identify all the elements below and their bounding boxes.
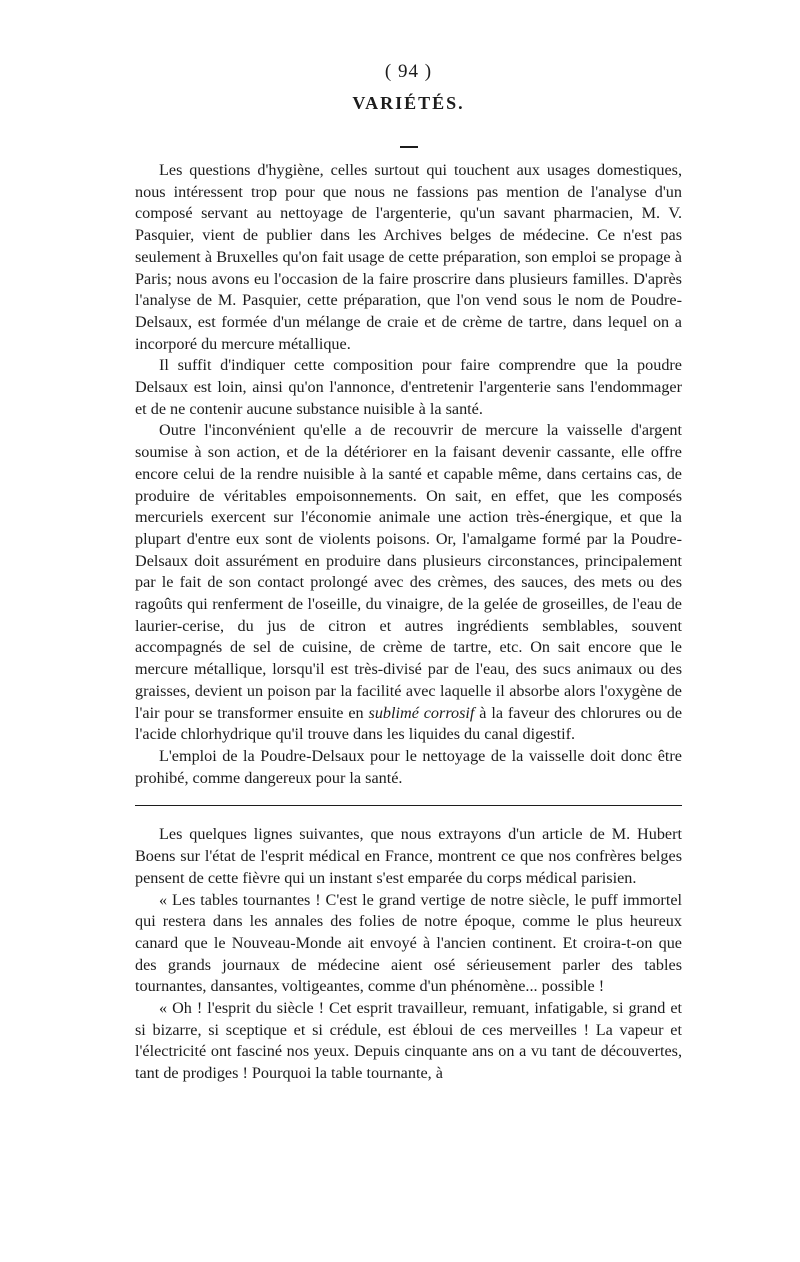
paragraph: L'emploi de la Poudre-Delsaux pour le nettoyage de la vaisselle doit donc être prohibé, comme dangereux pour la santé. (135, 746, 682, 787)
page-number: ( 94 ) (384, 61, 433, 82)
section-title: VARIÉTÉS. (352, 93, 465, 113)
paragraph: « Oh ! l'esprit du siècle ! Cet esprit travailleur, remuant, infatigable, si grand et si bizarre, si sceptique et si crédule, est ébloui de ces merveilles ! La vapeur et l'électricité ont fasciné nos yeux. Depuis cinquante ans on a vu tant de découvertes, tant de prodiges ! Pourquoi la table tournante, à (135, 999, 682, 1083)
paragraph: « Les tables tournantes ! C'est le grand vertige de notre siècle, le puff immortel qui restera dans les annales des folies de notre époque, comme le plus heureux canard que le Nouveau-Monde ait envoyé à l'ancien continent. Et croira-t-on que des grands journaux de médecine aient osé sérieusement parler des tables tournantes, dansantes, voltigeantes, comme d'un phénomène... possible ! (135, 890, 682, 996)
article-poudre-delsaux (135, 160, 682, 789)
section-separator (135, 805, 682, 806)
paragraph-text: à la faveur des chlorures ou de l'acide chlorhydrique qu'il trouve dans les liquides du canal digestif. (135, 703, 683, 744)
paragraph: Les quelques lignes suivantes, que nous extrayons d'un article de M. Hubert Boens sur l'état de l'esprit médical en France, montrent ce que nos confrères belges pensent de cette fièvre qui un instant s'est emparée du corps médical parisien. (135, 825, 682, 887)
paragraph (135, 420, 682, 746)
title-rule (400, 146, 418, 148)
paragraph: Il suffit d'indiquer cette composition pour faire comprendre que la poudre Delsaux est loin, ainsi qu'on l'annonce, d'entretenir l'argenterie sans l'endommager et de ne contenir aucune substance nuisible à la santé. (135, 356, 682, 418)
paragraph-text: Outre l'inconvénient qu'elle a de recouvrir de mercure la vaisselle d'argent soumise à son action, et de la détériorer en la faisant devenir cassante, elle offre encore celui de la rendre nuisible à la santé et capable même, dans certains cas, de produire de véritables empoisonnements. On sait, en effet, que les composés mercuriels exercent sur l'économie animale une action très-énergique, et que la plupart d'entre eux sont de violents poisons. Or, l'amalgame formé par la Poudre-Delsaux doit assurément en produire dans plusieurs circonstances, principalement par le fait de son contact prolongé avec des crèmes, des sauces, des mets ou des ragoûts qui renferment de l'oseille, du vinaigre, de la gelée de groseilles, de l'eau de laurier-cerise, du jus de citron et autres ingrédients semblables, souvent accompagnés de sel de cuisine, de crème de tartre, etc. On sait encore que le mercure métallique, lorsqu'il est très-divisé par de l'eau, des sucs animaux ou des graisses, devient un poison par la facilité avec laquelle il absorbe alors l'oxygène de l'air pour se transformer ensuite en (135, 421, 682, 722)
emphasized-term: sublimé corrosif (368, 703, 475, 722)
paragraph: Les questions d'hygiène, celles surtout qui touchent aux usages domestiques, nous intéressent trop pour que nous ne fassions pas mention de l'analyse d'un composé servant au nettoyage de l'argenterie, qu'un savant pharmacien, M. V. Pasquier, vient de publier dans les Archives belges de médecine. Ce n'est pas seulement à Bruxelles qu'on fait usage de cette préparation, son emploi se propage à Paris; nous avons eu l'occasion de la faire proscrire dans plusieurs familles. D'après l'analyse de M. Pasquier, cette préparation, que l'on vend sous le nom de Poudre-Delsaux, est formée d'un mélange de craie et de crème de tartre, dans lequel on a incorporé du mercure métallique. (135, 161, 682, 353)
article-tables-tournantes (135, 824, 682, 1084)
